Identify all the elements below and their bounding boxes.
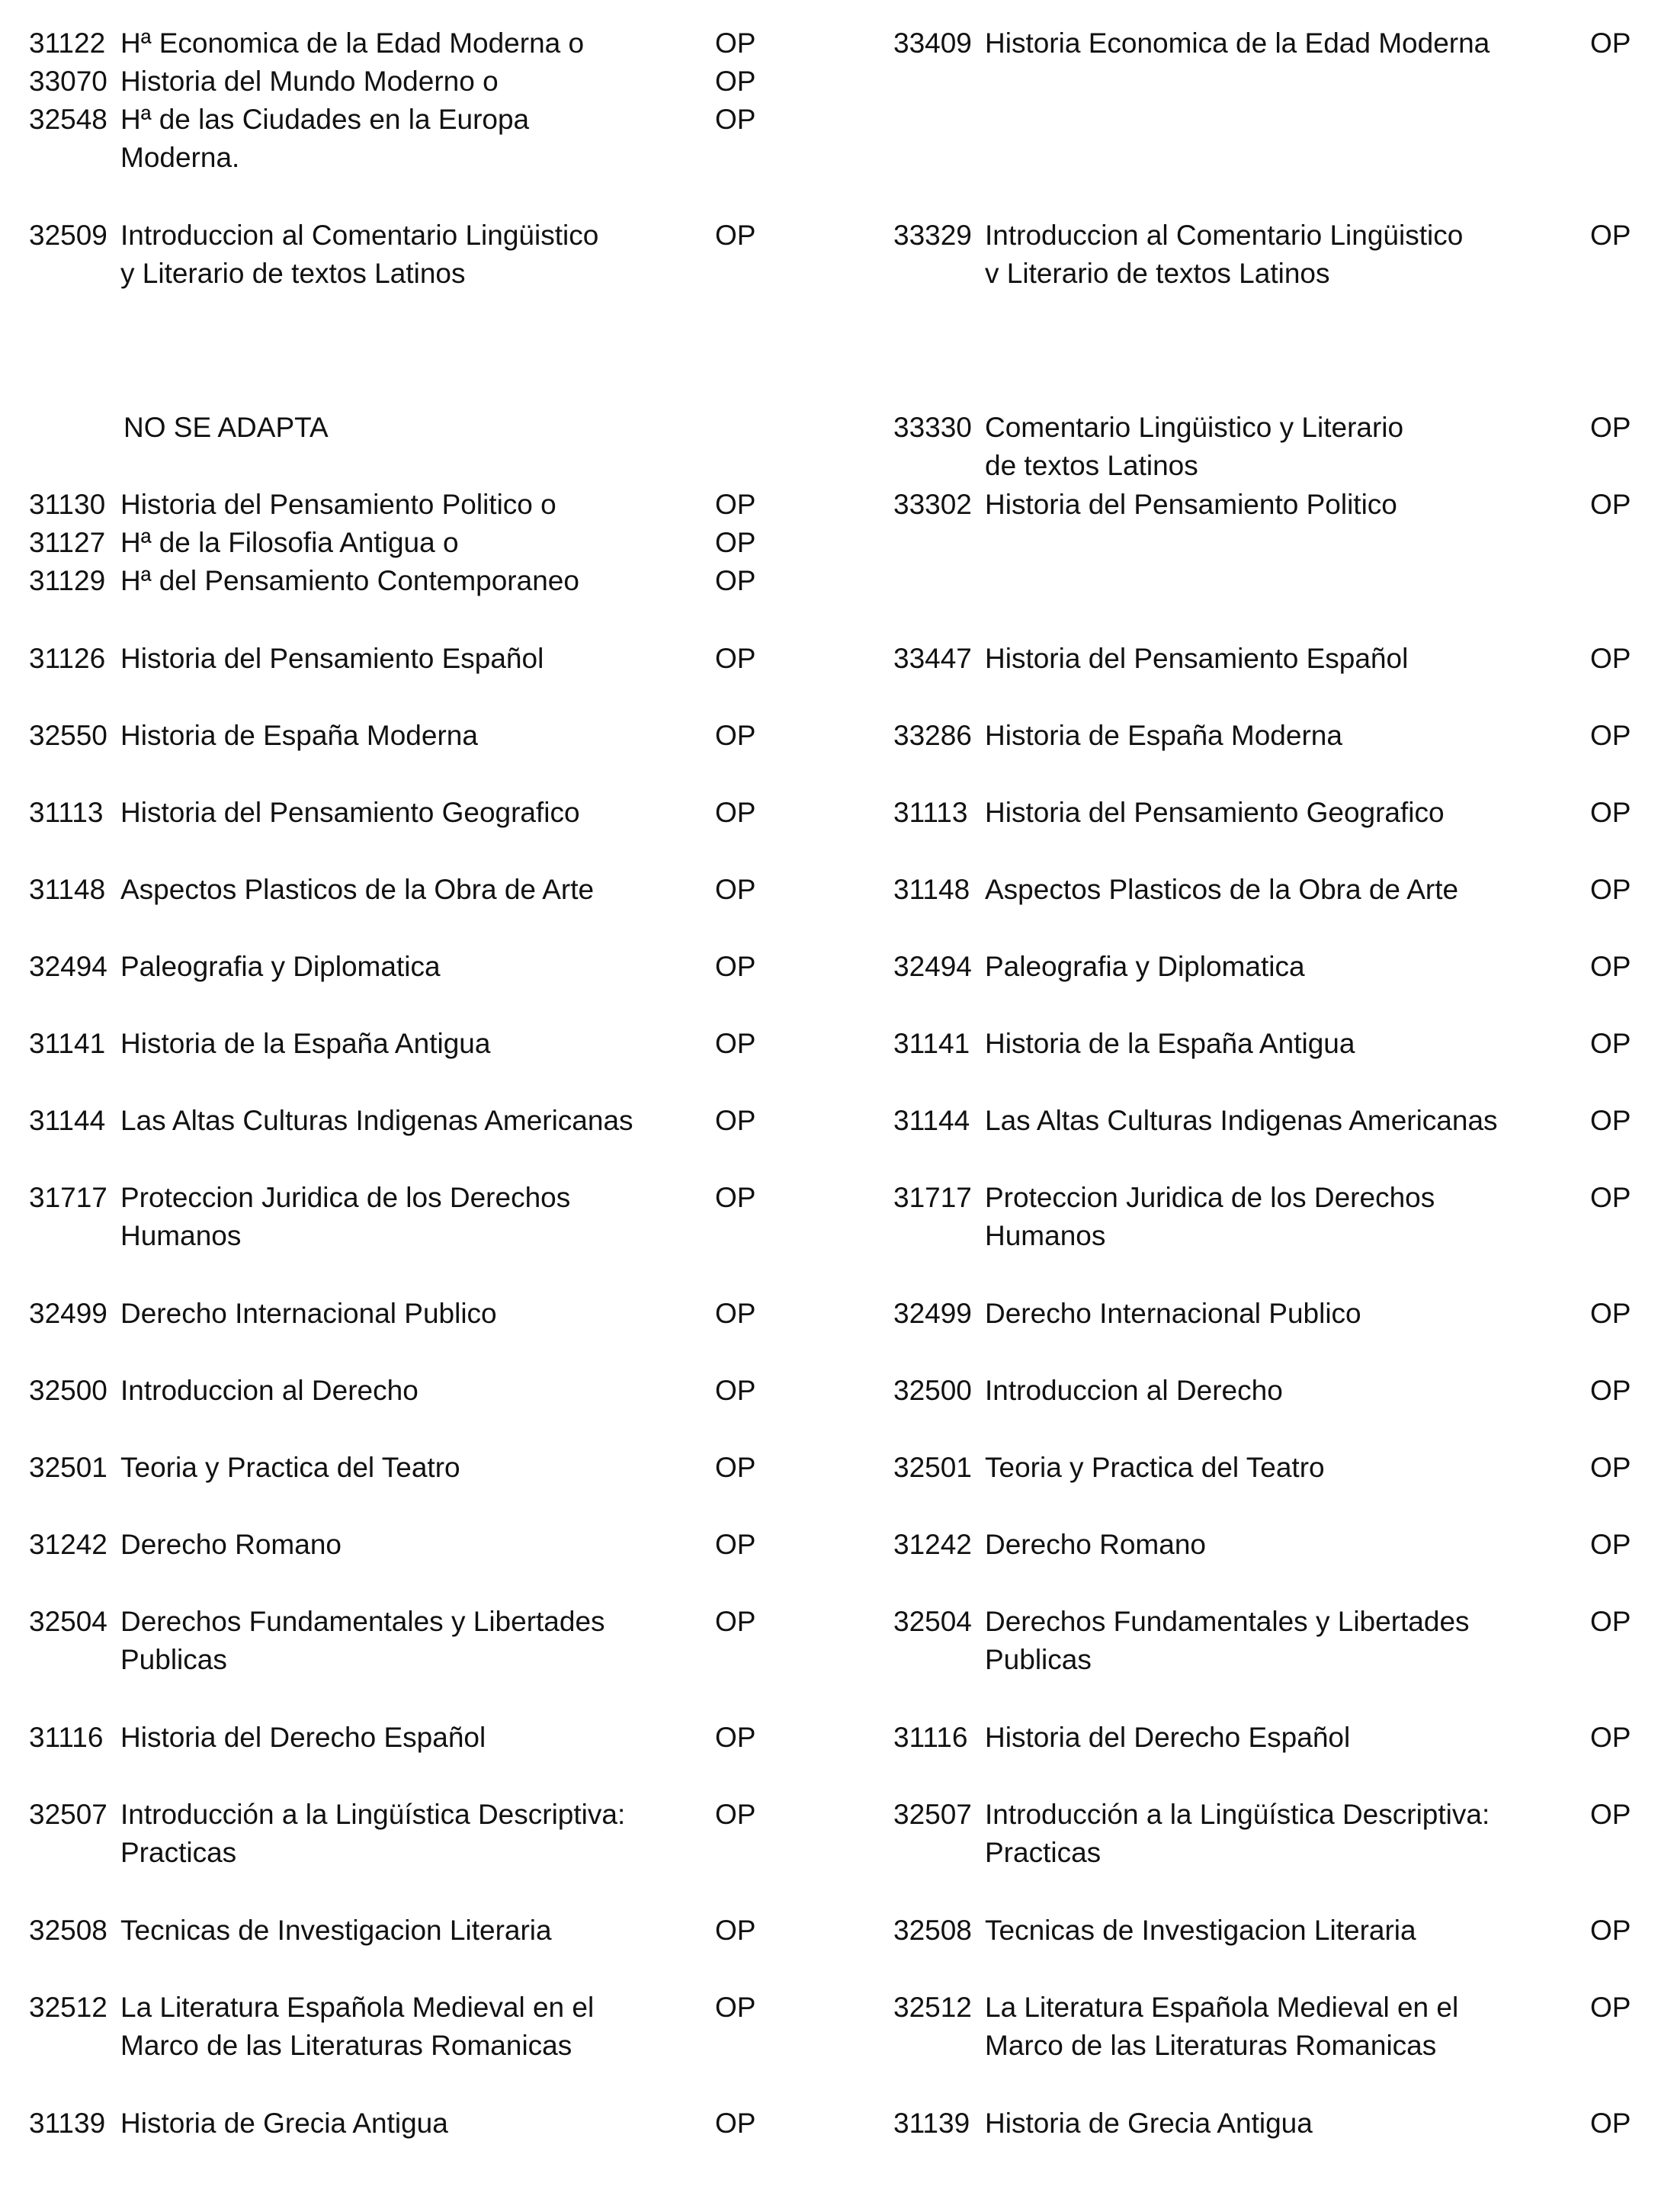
course-row [29, 2104, 791, 2143]
op-label: OP [1590, 1298, 1631, 1329]
course-row [29, 640, 791, 678]
course-row [29, 948, 791, 986]
course-code: 31130 [29, 489, 106, 520]
op-label: OP [715, 1606, 756, 1637]
op-label: OP [1590, 1452, 1631, 1483]
course-row [29, 486, 791, 524]
course-code: 31141 [893, 1028, 970, 1059]
course-title: Historia de Grecia Antigua [985, 2108, 1313, 2139]
op-label: OP [715, 1298, 756, 1329]
course-title: Las Altas Culturas Indigenas Americanas [120, 1105, 633, 1136]
course-row [893, 1179, 1656, 1217]
course-row [29, 1526, 791, 1564]
op-label: OP [1590, 1992, 1631, 2023]
right-column [893, 486, 1656, 524]
course-code: 31113 [893, 797, 968, 828]
course-row [29, 1025, 791, 1063]
course-code: 32504 [893, 1606, 972, 1637]
op-label: OP [715, 565, 756, 596]
course-title: Introduccion al Derecho [985, 1375, 1283, 1406]
course-title-continuation: Humanos [120, 1220, 242, 1251]
course-code: 32494 [893, 951, 972, 982]
course-title: Tecnicas de Investigacion Literaria [120, 1915, 552, 1946]
op-label: OP [715, 1028, 756, 1059]
course-title: Historia del Pensamiento Español [120, 643, 544, 674]
course-code: 31717 [893, 1182, 972, 1213]
course-row [893, 1526, 1656, 1564]
course-title-continuation: Practicas [985, 1837, 1102, 1868]
course-title-continuation: v Literario de textos Latinos [985, 258, 1330, 289]
right-column [893, 717, 1656, 755]
left-column [29, 1603, 791, 1679]
left-column [29, 1796, 791, 1872]
right-column [893, 1102, 1656, 1140]
right-column [893, 948, 1656, 986]
course-title: Derecho Romano [985, 1529, 1206, 1560]
right-column [893, 2104, 1656, 2143]
op-label: OP [715, 720, 756, 751]
course-title: Historia del Pensamiento Politico [985, 489, 1397, 520]
op-label: OP [1590, 1375, 1631, 1406]
course-code: 32508 [893, 1915, 972, 1946]
course-title: Historia del Mundo Moderno o [120, 66, 499, 97]
left-column [29, 1449, 791, 1487]
left-column [29, 24, 791, 177]
left-column [29, 794, 791, 832]
course-code: 31127 [29, 527, 106, 558]
course-code: 31113 [29, 797, 104, 828]
course-title-continuation: Marco de las Literaturas Romanicas [985, 2030, 1437, 2061]
course-code: 32501 [893, 1452, 972, 1483]
course-title: La Literatura Española Medieval en el [985, 1992, 1459, 2023]
course-row [29, 1719, 791, 1757]
op-label: OP [715, 874, 756, 905]
course-title: Tecnicas de Investigacion Literaria [985, 1915, 1416, 1946]
course-row [29, 1179, 791, 1217]
course-code: 32500 [29, 1375, 107, 1406]
op-label: OP [715, 27, 756, 59]
right-column [893, 1796, 1656, 1872]
course-code: 32499 [29, 1298, 107, 1329]
course-row [893, 486, 1656, 524]
course-code: 32508 [29, 1915, 107, 1946]
course-title: Hª de la Filosofia Antigua o [120, 527, 459, 558]
course-row [893, 1295, 1656, 1333]
op-label: OP [1590, 797, 1631, 828]
op-label: OP [1590, 1105, 1631, 1136]
course-row [893, 871, 1656, 909]
course-row [29, 1912, 791, 1950]
course-code: 31126 [29, 643, 106, 674]
course-code: 31144 [29, 1105, 106, 1136]
course-code: 31116 [893, 1722, 968, 1753]
right-column [893, 640, 1656, 678]
course-code: 32499 [893, 1298, 972, 1329]
op-label: OP [715, 527, 756, 558]
right-column [893, 1179, 1656, 1255]
course-row [29, 794, 791, 832]
course-code: 33286 [893, 720, 972, 751]
op-label: OP [1590, 1182, 1631, 1213]
course-title: Aspectos Plasticos de la Obra de Arte [985, 874, 1459, 905]
left-column [29, 1912, 791, 1950]
op-label: OP [1590, 720, 1631, 751]
op-label: OP [715, 66, 756, 97]
course-code: 32548 [29, 104, 107, 135]
left-column [29, 1526, 791, 1564]
course-title: Historia de España Moderna [120, 720, 478, 751]
course-code: 32550 [29, 720, 107, 751]
course-title-continuation: Publicas [985, 1644, 1092, 1675]
course-row [29, 524, 791, 562]
course-title: Las Altas Culturas Indigenas Americanas [985, 1105, 1498, 1136]
course-row [29, 1796, 791, 1834]
course-row [893, 1719, 1656, 1757]
left-column [29, 948, 791, 986]
course-title: Derecho Internacional Publico [120, 1298, 497, 1329]
course-title: Historia de España Moderna [985, 720, 1342, 751]
course-row [29, 1102, 791, 1140]
left-column [29, 640, 791, 678]
course-title: Paleografia y Diplomatica [985, 951, 1305, 982]
op-label: OP [715, 220, 756, 251]
op-label: OP [1590, 1915, 1631, 1946]
course-code: 32507 [893, 1799, 972, 1830]
course-title: Comentario Lingüistico y Literario [985, 412, 1404, 443]
right-column [893, 794, 1656, 832]
right-column [893, 1449, 1656, 1487]
course-row [893, 794, 1656, 832]
course-title: Hª de las Ciudades en la Europa [120, 104, 530, 135]
course-row [893, 717, 1656, 755]
course-title: Historia del Pensamiento Politico o [120, 489, 556, 520]
op-label: OP [1590, 643, 1631, 674]
course-code: 33329 [893, 220, 972, 251]
right-column [893, 1526, 1656, 1564]
left-column [29, 717, 791, 755]
course-row [29, 1603, 791, 1641]
right-column [893, 1372, 1656, 1410]
left-column [29, 409, 791, 447]
course-code: 31141 [29, 1028, 106, 1059]
op-label: OP [715, 1182, 756, 1213]
course-row [893, 24, 1656, 63]
course-row [29, 217, 791, 255]
op-label: OP [1590, 412, 1631, 443]
course-title: Introducción a la Lingüística Descriptiva: [985, 1799, 1490, 1830]
course-title: Derechos Fundamentales y Libertades [120, 1606, 605, 1637]
course-row [893, 948, 1656, 986]
op-label: OP [1590, 951, 1631, 982]
course-code: 33447 [893, 643, 972, 674]
left-column [29, 486, 791, 600]
op-label: OP [715, 1722, 756, 1753]
op-label: OP [1590, 1028, 1631, 1059]
course-title: Introduccion al Comentario Lingüistico [120, 220, 599, 251]
op-label: OP [715, 1992, 756, 2023]
course-title: Hª del Pensamiento Contemporaneo [120, 565, 579, 596]
op-label: OP [1590, 1529, 1631, 1560]
course-title: Introduccion al Derecho [120, 1375, 418, 1406]
op-label: OP [715, 104, 756, 135]
course-row [29, 63, 791, 101]
course-title: Historia de Grecia Antigua [120, 2108, 448, 2139]
course-row [893, 1449, 1656, 1487]
course-row [29, 101, 791, 139]
course-title: Historia del Pensamiento Español [985, 643, 1409, 674]
course-row [893, 1989, 1656, 2027]
course-row [893, 1102, 1656, 1140]
op-label: OP [1590, 2108, 1631, 2139]
course-row [893, 409, 1656, 447]
course-title: Derechos Fundamentales y Libertades [985, 1606, 1470, 1637]
course-code: 31148 [893, 874, 970, 905]
course-row [893, 1025, 1656, 1063]
course-row [893, 1372, 1656, 1410]
course-title: Introducción a la Lingüística Descriptiva: [120, 1799, 626, 1830]
course-code: 32501 [29, 1452, 107, 1483]
right-column [893, 217, 1656, 293]
right-column [893, 871, 1656, 909]
course-title: Derecho Internacional Publico [985, 1298, 1361, 1329]
right-column [893, 1603, 1656, 1679]
course-title: Hª Economica de la Edad Moderna o [120, 27, 585, 59]
op-label: OP [715, 643, 756, 674]
left-column [29, 1719, 791, 1757]
left-column [29, 1372, 791, 1410]
course-title: Historia de la España Antigua [985, 1028, 1355, 1059]
op-label: OP [1590, 1606, 1631, 1637]
op-label: OP [1590, 1722, 1631, 1753]
course-title: Paleografia y Diplomatica [120, 951, 441, 982]
op-label: OP [715, 2108, 756, 2139]
course-title: Historia del Pensamiento Geografico [120, 797, 580, 828]
course-code: 31129 [29, 565, 106, 596]
course-code: 31717 [29, 1182, 107, 1213]
op-label: OP [1590, 27, 1631, 59]
course-title: Historia del Pensamiento Geografico [985, 797, 1445, 828]
not-adapted-note: NO SE ADAPTA [123, 412, 329, 443]
course-code: 32507 [29, 1799, 107, 1830]
course-code: 32494 [29, 951, 107, 982]
op-label: OP [1590, 874, 1631, 905]
course-code: 32512 [893, 1992, 972, 2023]
course-row [29, 1295, 791, 1333]
op-label: OP [1590, 1799, 1631, 1830]
course-row [893, 640, 1656, 678]
op-label: OP [715, 1915, 756, 1946]
course-row [29, 24, 791, 63]
left-column [29, 1179, 791, 1255]
course-code: 33409 [893, 27, 972, 59]
op-label: OP [715, 1375, 756, 1406]
left-column [29, 1295, 791, 1333]
right-column [893, 1295, 1656, 1333]
course-title: Aspectos Plasticos de la Obra de Arte [120, 874, 595, 905]
op-label: OP [715, 1105, 756, 1136]
course-row [29, 562, 791, 600]
course-title-continuation: Marco de las Literaturas Romanicas [120, 2030, 572, 2061]
course-code: 33070 [29, 66, 107, 97]
course-code: 33330 [893, 412, 972, 443]
right-column [893, 24, 1656, 63]
right-column [893, 409, 1656, 485]
right-column [893, 1719, 1656, 1757]
op-label: OP [1590, 489, 1631, 520]
course-code: 31144 [893, 1105, 970, 1136]
course-title: Proteccion Juridica de los Derechos [985, 1182, 1435, 1213]
op-label: OP [715, 951, 756, 982]
course-code: 32500 [893, 1375, 972, 1406]
course-title-continuation: y Literario de textos Latinos [120, 258, 466, 289]
left-column [29, 1989, 791, 2065]
course-row [29, 871, 791, 909]
course-row [893, 1603, 1656, 1641]
right-column [893, 1989, 1656, 2065]
course-row [29, 1449, 791, 1487]
course-title-continuation: Humanos [985, 1220, 1106, 1251]
left-column [29, 871, 791, 909]
course-title: Historia del Derecho Español [120, 1722, 486, 1753]
op-label: OP [1590, 220, 1631, 251]
course-row [29, 1372, 791, 1410]
course-title-continuation: Publicas [120, 1644, 227, 1675]
course-title: Teoria y Practica del Teatro [120, 1452, 460, 1483]
course-title: Teoria y Practica del Teatro [985, 1452, 1325, 1483]
op-label: OP [715, 1529, 756, 1560]
course-row [893, 217, 1656, 255]
course-row [893, 1912, 1656, 1950]
course-code: 31122 [29, 27, 106, 59]
left-column [29, 1025, 791, 1063]
course-code: 32509 [29, 220, 107, 251]
course-code: 31242 [893, 1529, 972, 1560]
course-title: Introduccion al Comentario Lingüistico [985, 220, 1464, 251]
course-row [893, 1796, 1656, 1834]
op-label: OP [715, 1799, 756, 1830]
left-column [29, 2104, 791, 2143]
course-code: 33302 [893, 489, 972, 520]
course-title: Historia del Derecho Español [985, 1722, 1351, 1753]
right-column [893, 1912, 1656, 1950]
course-code: 31148 [29, 874, 106, 905]
course-row [29, 717, 791, 755]
course-title: Proteccion Juridica de los Derechos [120, 1182, 571, 1213]
course-title-continuation: de textos Latinos [985, 450, 1198, 481]
right-column [893, 1025, 1656, 1063]
course-code: 31139 [29, 2108, 106, 2139]
course-title: Derecho Romano [120, 1529, 342, 1560]
course-title: Historia de la España Antigua [120, 1028, 491, 1059]
left-column [29, 1102, 791, 1140]
course-code: 31116 [29, 1722, 104, 1753]
course-code: 32512 [29, 1992, 107, 2023]
course-title-continuation: Practicas [120, 1837, 237, 1868]
course-row [29, 1989, 791, 2027]
course-code: 31139 [893, 2108, 970, 2139]
course-title-continuation: Moderna. [120, 142, 240, 173]
course-row [893, 2104, 1656, 2143]
left-column [29, 217, 791, 293]
op-label: OP [715, 489, 756, 520]
course-code: 32504 [29, 1606, 107, 1637]
op-label: OP [715, 797, 756, 828]
course-title: La Literatura Española Medieval en el [120, 1992, 595, 2023]
course-title: Historia Economica de la Edad Moderna [985, 27, 1490, 59]
op-label: OP [715, 1452, 756, 1483]
course-code: 31242 [29, 1529, 107, 1560]
